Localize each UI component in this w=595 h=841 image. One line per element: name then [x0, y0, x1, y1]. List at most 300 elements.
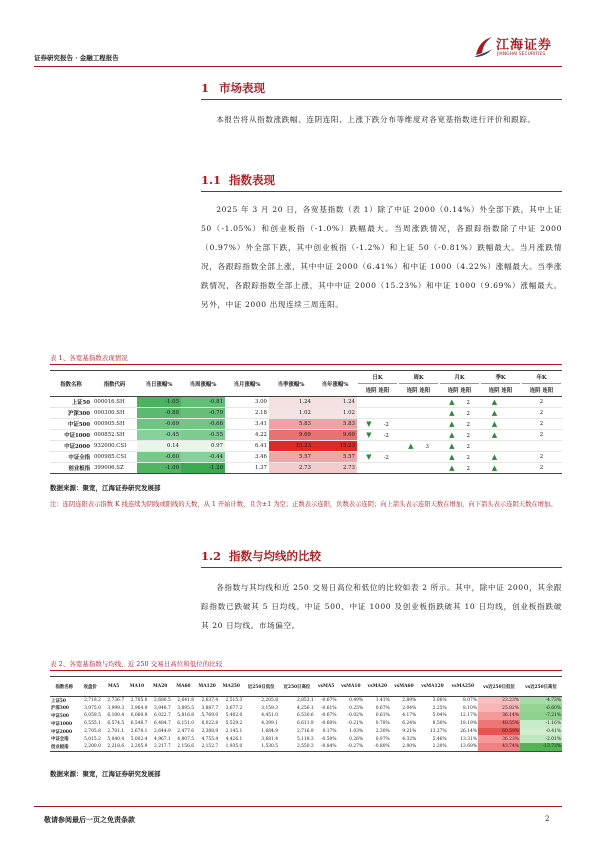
value-cell: -0.41%: [520, 728, 562, 736]
index-name-cell: 中证全指: [68, 455, 90, 461]
t2-header-cell: MA250: [219, 677, 243, 697]
return-m-cell: 6.41: [254, 443, 267, 449]
logo-text-en: JIANGHAI SECURITIES: [497, 52, 546, 57]
value-cell: 3,159.3: [261, 705, 279, 711]
t1-header-month: 当月涨幅%: [225, 371, 269, 397]
section-1-1-paragraph: 2025 年 3 月 20 日，各宽基指数（表 1）除了中证 2000（0.14%）外全部下跌，其中上证 50（-1.05%）和创业板指（-1.0%）跌幅最大。当周涨跌情况，各跟踪指数除了中证 2000（0.97%）外全部下跌，其中创业板指（-1.2%）和上证 50（-0.81%）跌幅最大。当月涨跌情况，各跟踪指数全部上涨，其中中证 2000（6.41%）和中证 1000（4.22%）涨幅最大。当季涨跌情况，各跟踪指数全部上涨，其中中证 2000（15.23%）和中证 1000（9.69%）涨幅最大。另外，中证 2000 出现连续三周连阳。: [201, 205, 562, 309]
table-row: [50, 408, 562, 419]
return-w-cell: -0.81: [181, 397, 225, 408]
streak-qk-cell: [480, 408, 521, 419]
report-category: 证券研究报告 · 金融工程报告: [34, 54, 119, 62]
index-name-cell: 上证50: [71, 400, 90, 406]
value-cell: 3,999.3: [107, 705, 125, 711]
value-cell: 2,388.9: [201, 729, 219, 735]
streak-mk-cell: [439, 419, 480, 430]
streak-value: -2: [383, 432, 389, 439]
t2-header-cell: vsMA120: [417, 677, 447, 697]
value-cell: 4,451.0: [261, 713, 279, 719]
t1-header-name: 指数名称: [50, 371, 92, 397]
return-y-cell: 5.57: [313, 452, 357, 463]
table-1-title: 表 1、各宽基指数表现情况: [50, 354, 128, 362]
streak-dk-cell: [357, 419, 398, 430]
return-d-cell: 0.14: [137, 441, 181, 452]
arrow-up-icon: ▲: [491, 463, 498, 472]
value-cell: 4,755.4: [201, 736, 219, 742]
value-cell: 2,145.1: [225, 729, 243, 735]
t2-header-cell: MA10: [125, 677, 148, 697]
index-code-cell: 000852.SH: [94, 432, 125, 438]
value-cell: 1,935.0: [225, 744, 243, 750]
return-w-cell: -0.79: [181, 408, 225, 419]
value-cell: -2.01%: [520, 735, 562, 743]
streak-value: 2: [539, 410, 544, 416]
arrow-up-icon: ▲: [491, 408, 498, 417]
value-cell: -0.84%: [321, 744, 337, 750]
index-name-cell: 中证全指: [51, 737, 69, 743]
index-name-cell: 中证500: [51, 713, 69, 719]
arrow-up-icon: ▲: [449, 463, 455, 472]
value-cell: -0.50%: [321, 736, 337, 742]
arrow-up-icon: ▲: [449, 430, 455, 439]
section-1-1-underline: [201, 191, 562, 192]
t2-header-cell: MA120: [195, 677, 219, 697]
value-cell: 3,895.5: [177, 705, 195, 711]
value-cell: 13.69%: [460, 744, 477, 750]
value-cell: 3,964.9: [130, 705, 148, 711]
value-cell: 6,548.7: [130, 721, 148, 727]
value-cell: 3,975.0: [84, 705, 101, 711]
section-1-1-title: 指数表现: [229, 173, 276, 187]
value-cell: 2.25%: [432, 705, 447, 711]
table-row: [50, 697, 562, 705]
streak-value: 2: [466, 410, 470, 417]
index-name-cell: 中证2000: [51, 729, 73, 735]
value-cell: -7.21%: [520, 712, 562, 720]
t2-header-cell: MA5: [102, 677, 125, 697]
streak-qk-cell: [480, 452, 521, 463]
t2-header-cell: 近250日高位: [279, 677, 315, 697]
value-cell: 36.23%: [478, 735, 520, 743]
value-cell: -0.67%: [321, 698, 337, 704]
arrow-down-icon: ▼: [366, 430, 372, 439]
streak-dk-cell: [357, 408, 398, 419]
streak-qk-cell: [480, 430, 521, 441]
t1-header-wk: [398, 371, 439, 397]
value-cell: 2,705.8: [84, 729, 101, 735]
value-cell: 2.30%: [375, 729, 390, 735]
value-cell: 0.61%: [375, 713, 390, 719]
value-cell: -0.61%: [321, 705, 337, 711]
value-cell: 6,484.7: [154, 721, 171, 727]
streak-dk-cell: [357, 441, 398, 452]
section-1-1-number: 1.1: [201, 173, 222, 187]
streak-value: 2: [539, 465, 544, 471]
value-cell: 2,644.9: [154, 729, 171, 735]
streak-value: 2: [466, 465, 470, 472]
t1-mk-top: 月K: [454, 375, 465, 381]
value-cell: 18.19%: [460, 721, 477, 727]
t2-header-cell: vs近250日低位: [478, 677, 520, 697]
value-cell: 5,002.4: [130, 736, 148, 742]
value-cell: 5.04%: [432, 713, 447, 719]
index-code-cell: 399006.SZ: [94, 465, 124, 471]
section-1-heading: [201, 80, 265, 96]
return-y-cell: 15.23: [313, 441, 357, 452]
return-w-cell: -0.55: [181, 430, 225, 441]
value-cell: 2,217.7: [154, 744, 171, 750]
return-y-cell: 5.83: [313, 419, 357, 430]
value-cell: 6,060.9: [130, 713, 148, 719]
value-cell: 3,948.7: [154, 705, 171, 711]
value-cell: 4.17%: [402, 713, 417, 719]
streak-yk-cell: [521, 408, 562, 419]
value-cell: 4,426.1: [225, 736, 243, 742]
return-w-cell: -1.20: [181, 463, 225, 474]
index-name-cell: 创业板指: [68, 466, 90, 472]
streak-qk-cell: [480, 441, 521, 452]
value-cell: 2,718.2: [84, 698, 101, 704]
value-cell: 2,853.1: [296, 698, 314, 704]
company-logo: [472, 33, 572, 65]
return-q-cell: 5.83: [269, 419, 313, 430]
value-cell: 13.31%: [460, 736, 477, 742]
index-ma-comparison-table: [50, 676, 562, 752]
value-cell: 0.17%: [322, 729, 337, 735]
value-cell: 2,152.7: [201, 744, 219, 750]
value-cell: 4,967.1: [154, 736, 171, 742]
t2-header-cell: vsMA250: [448, 677, 478, 697]
logo-mark-icon: [472, 35, 494, 59]
arrow-up-icon: ▲: [408, 441, 414, 450]
return-q-cell: 1.24: [269, 397, 313, 408]
return-w-cell: 0.97: [181, 441, 225, 452]
value-cell: 36.14%: [478, 712, 520, 720]
table-row: [50, 743, 562, 751]
table-row: [50, 463, 562, 474]
value-cell: 6,611.9: [296, 721, 314, 727]
logo-text-cn: 江海证券: [496, 38, 553, 53]
t1-qk-bottom: 连阴 连阳: [481, 383, 520, 394]
return-y-cell: 1.02: [313, 408, 357, 419]
streak-value: 2: [466, 432, 470, 439]
return-m-cell: 2.18: [254, 410, 267, 416]
value-cell: 4,256.1: [296, 705, 314, 711]
value-cell: 3,681.4: [261, 736, 279, 742]
value-cell: 2,680.5: [154, 698, 171, 704]
value-cell: 6,022.7: [154, 713, 171, 719]
table-row: [50, 419, 562, 430]
table-2-title: 表 2、各宽基指数与均线、近 250 交易日高位和低位的比较: [50, 660, 223, 668]
index-name-cell: 上证50: [51, 698, 66, 704]
streak-wk-cell: [398, 430, 439, 441]
index-code-cell: 932000.CSI: [94, 443, 127, 449]
value-cell: 60.59%: [478, 728, 520, 736]
section-1-intro: 本报告将从指数涨跌幅、连阴连阳、上涨下跌分布等维度对各宽基指数进行评价和跟踪。: [216, 115, 536, 124]
index-code-cell: 000985.CSI: [94, 454, 127, 460]
streak-dk-cell: [357, 397, 398, 408]
streak-dk-cell: [357, 430, 398, 441]
section-1-2-paragraph: 各指数与其均线和近 250 交易日高位和低位的比较如表 2 所示。其中，除中证 2000，其余跟踪指数已跌破其 5 日均线。中证 500、中证 1000 及创业板指跌破其 10 日均线，创业板指跌破其 20 日均线。市场偏空。: [201, 583, 562, 630]
value-cell: -6.60%: [520, 704, 562, 712]
value-cell: 6.24%: [402, 721, 417, 727]
t2-header-cell: 收盘价: [79, 677, 102, 697]
table-row: [50, 735, 562, 743]
value-cell: 26.14%: [460, 729, 477, 735]
value-cell: 2,637.4: [201, 698, 219, 704]
value-cell: -0.21%: [347, 721, 364, 727]
streak-mk-cell: [439, 452, 480, 463]
value-cell: -0.67%: [321, 713, 337, 719]
table-row: [50, 452, 562, 463]
arrow-down-icon: ▼: [366, 419, 372, 428]
value-cell: 6,555.1: [84, 721, 101, 727]
t1-dk-bottom: 连阴 连阳: [358, 383, 397, 394]
streak-value: 2: [466, 454, 470, 461]
t2-header-cell: MA20: [148, 677, 171, 697]
streak-wk-cell: [398, 397, 439, 408]
index-name-cell: 沪深300: [51, 706, 69, 712]
value-cell: 2,641.8: [177, 698, 195, 704]
value-cell: -1.16%: [520, 720, 562, 728]
index-code-cell: 000300.SH: [94, 410, 125, 416]
streak-value: 2: [466, 443, 470, 450]
streak-wk-cell: [398, 452, 439, 463]
index-name-cell: 中证1000: [64, 433, 90, 439]
value-cell: 3,677.2: [225, 705, 243, 711]
value-cell: 8.50%: [432, 721, 447, 727]
value-cell: 2,477.6: [177, 729, 195, 735]
section-1-underline: [201, 99, 562, 100]
t2-header-cell: vs近250日高位: [520, 677, 562, 697]
return-q-cell: 1.02: [269, 408, 313, 419]
return-d-cell: -1.05: [137, 397, 181, 408]
return-m-cell: 3.00: [254, 399, 267, 405]
t1-header-yk: [521, 371, 562, 397]
streak-dk-cell: [357, 452, 398, 463]
value-cell: 5.46%: [432, 736, 447, 742]
streak-yk-cell: [521, 463, 562, 474]
streak-mk-cell: [439, 408, 480, 419]
t1-mk-bottom: 连阴 连阳: [440, 383, 479, 394]
streak-mk-cell: [439, 463, 480, 474]
value-cell: 2,205.9: [130, 744, 148, 750]
streak-dk-cell: [357, 463, 398, 474]
value-cell: 48.55%: [478, 720, 520, 728]
t1-qk-top: 季K: [495, 375, 506, 381]
value-cell: 1,530.5: [261, 744, 279, 750]
streak-value: -2: [383, 454, 389, 461]
value-cell: 6,530.6: [296, 713, 314, 719]
return-w-cell: -0.66: [181, 419, 225, 430]
value-cell: 2.20%: [432, 744, 447, 750]
value-cell: 12.17%: [460, 713, 477, 719]
value-cell: 2.89%: [402, 698, 417, 704]
t1-header-year: 当年涨幅%: [313, 371, 357, 397]
section-1-2-number: 1.2: [201, 549, 222, 563]
value-cell: 4.32%: [402, 736, 417, 742]
table-row: [50, 397, 562, 408]
page-number: 2: [545, 815, 550, 823]
arrow-up-icon: ▲: [449, 441, 455, 450]
value-cell: 1.03%: [349, 729, 364, 735]
return-m-cell: 3.41: [254, 421, 267, 427]
streak-qk-cell: [480, 397, 521, 408]
streak-yk-cell: [521, 397, 562, 408]
t2-header-cell: vsMA20: [364, 677, 391, 697]
index-code-cell: 000905.SH: [94, 421, 125, 427]
t2-header-cell: vsMA10: [338, 677, 365, 697]
value-cell: 5,040.4: [107, 736, 125, 742]
streak-mk-cell: [439, 430, 480, 441]
table-row: [50, 704, 562, 712]
t1-wk-bottom: 连阴 连阳: [399, 383, 438, 394]
table-2-title-underline: [50, 670, 562, 671]
return-y-cell: 2.73: [313, 463, 357, 474]
return-q-cell: 15.23: [269, 441, 313, 452]
t1-header-day: 当日涨幅%: [137, 371, 181, 397]
t1-header-mk: [439, 371, 480, 397]
arrow-up-icon: ▲: [449, 408, 455, 417]
section-1-2-heading: [201, 548, 321, 564]
t1-yk-bottom: 连阴 连阳: [522, 383, 561, 394]
return-y-cell: 1.24: [313, 397, 357, 408]
table-2-source: 数据来源：聚宽，江海证券研究发展部: [50, 770, 161, 778]
table-row: [50, 712, 562, 720]
value-cell: 6,100.4: [107, 713, 125, 719]
value-cell: 5,402.0: [225, 713, 243, 719]
table-row: [50, 441, 562, 452]
value-cell: 0.49%: [349, 698, 364, 704]
value-cell: 2,716.9: [296, 729, 314, 735]
return-m-cell: 1.37: [254, 465, 267, 471]
index-name-cell: 中证500: [67, 422, 90, 428]
index-name-cell: 中证1000: [51, 721, 73, 727]
return-d-cell: -0.88: [137, 408, 181, 419]
arrow-up-icon: ▲: [491, 430, 498, 439]
index-name-cell: 创业板指: [51, 744, 69, 750]
value-cell: 4,399.1: [261, 721, 279, 727]
streak-value: -2: [383, 421, 389, 428]
value-cell: 4,807.5: [177, 736, 195, 742]
value-cell: 5,769.0: [201, 713, 219, 719]
streak-yk-cell: [521, 419, 562, 430]
streak-yk-cell: [521, 430, 562, 441]
value-cell: 2,200.0: [84, 744, 101, 750]
value-cell: 2.04%: [402, 705, 417, 711]
streak-value: 2: [539, 399, 544, 405]
value-cell: 6,059.5: [84, 713, 101, 719]
value-cell: 2,156.6: [177, 744, 195, 750]
value-cell: 43.74%: [478, 743, 520, 751]
streak-wk-cell: [398, 408, 439, 419]
streak-yk-cell: [521, 452, 562, 463]
t1-dk-top: 日K: [372, 375, 383, 381]
streak-qk-cell: [480, 419, 521, 430]
t1-header-code: 指数代码: [92, 371, 137, 397]
disclaimer-notice: 敬请参阅最后一页之免责条款: [44, 815, 135, 824]
value-cell: 5,529.2: [225, 721, 243, 727]
value-cell: 13.27%: [429, 729, 447, 735]
table-row: [50, 728, 562, 736]
streak-wk-cell: [398, 419, 439, 430]
index-performance-table: [50, 370, 562, 474]
t1-header-quarter: 当季涨幅%: [269, 371, 313, 397]
streak-mk-cell: [439, 397, 480, 408]
value-cell: 1,684.9: [261, 729, 279, 735]
table-1-header-row: [50, 371, 562, 397]
value-cell: 2,701.1: [107, 729, 125, 735]
section-1-1-heading: [201, 172, 275, 188]
value-cell: -0.60%: [321, 721, 337, 727]
streak-value: 2: [539, 454, 544, 460]
index-code-cell: 000016.SH: [94, 399, 125, 405]
t1-wk-top: 周K: [413, 375, 424, 381]
value-cell: 8.07%: [463, 698, 477, 704]
return-y-cell: 9.69: [313, 430, 357, 441]
value-cell: 8.10%: [463, 705, 477, 711]
footer-divider: [34, 806, 562, 807]
streak-value: 3: [425, 443, 429, 450]
value-cell: 2.00%: [402, 744, 417, 750]
table-1-source: 数据来源：聚宽，江海证券研究发展部: [50, 484, 161, 492]
table-row: [50, 430, 562, 441]
table-1-title-underline: [50, 364, 562, 365]
streak-value: 2: [466, 399, 470, 406]
value-cell: 5,816.8: [177, 713, 195, 719]
streak-qk-cell: [480, 463, 521, 474]
value-cell: 2,550.3: [296, 744, 314, 750]
streak-wk-cell: [398, 441, 439, 452]
streak-value: 2: [539, 432, 544, 438]
value-cell: 1.41%: [375, 698, 390, 704]
t1-yk-top: 年K: [536, 375, 547, 381]
streak-wk-cell: [398, 463, 439, 474]
arrow-up-icon: ▲: [449, 419, 455, 428]
t1-header-week: 当周涨幅%: [181, 371, 225, 397]
streak-mk-cell: [439, 441, 480, 452]
value-cell: 6,574.5: [107, 721, 125, 727]
value-cell: 2,705.0: [130, 698, 148, 704]
arrow-down-icon: ▼: [366, 452, 372, 461]
value-cell: 0.26%: [349, 736, 364, 742]
value-cell: 5,015.2: [84, 736, 101, 742]
return-d-cell: -1.00: [137, 463, 181, 474]
value-cell: 2,205.8: [261, 698, 279, 704]
value-cell: 2,218.6: [107, 744, 125, 750]
t2-header-cell: vsMA60: [391, 677, 418, 697]
arrow-up-icon: ▲: [491, 452, 498, 461]
t2-header-cell: vsMA5: [315, 677, 338, 697]
value-cell: 3,887.7: [201, 705, 219, 711]
arrow-up-icon: ▲: [449, 397, 455, 406]
return-w-cell: -0.44: [181, 452, 225, 463]
value-cell: 0.25%: [349, 705, 364, 711]
value-cell: 6,022.8: [201, 721, 219, 727]
table-row: [50, 720, 562, 728]
value-cell: 3.06%: [432, 698, 447, 704]
return-m-cell: 3.46: [254, 454, 267, 460]
value-cell: 2,678.1: [130, 729, 148, 735]
value-cell: -13.73%: [520, 743, 562, 751]
return-q-cell: 9.69: [269, 430, 313, 441]
arrow-up-icon: ▲: [449, 452, 455, 461]
value-cell: 0.97%: [375, 736, 390, 742]
value-cell: 25.82%: [478, 704, 520, 712]
index-name-cell: 沪深300: [67, 411, 90, 417]
table-2-header-row: [50, 677, 562, 697]
section-1-2-title: 指数与均线的比较: [229, 549, 322, 563]
value-cell: 9.21%: [402, 729, 417, 735]
